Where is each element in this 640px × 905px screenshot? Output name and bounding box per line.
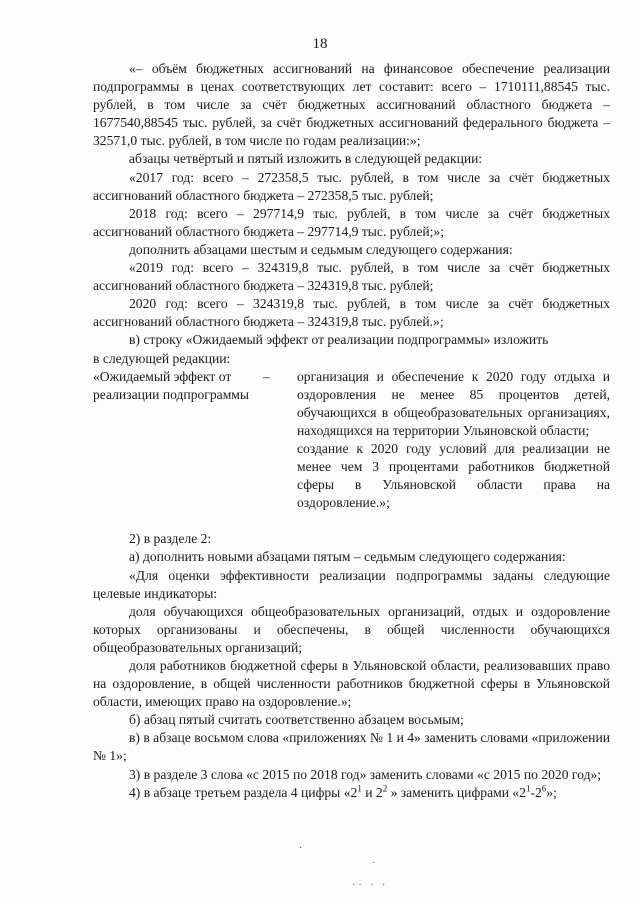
paragraph: доля работников бюджетной сферы в Ульяновской области, реализовавших право на оздоровление, в общей численности работников бюджетной сферы в Ульяновской области, имеющих право на оздоровление.»; bbox=[93, 658, 610, 710]
paragraph: абзацы четвёртый и пятый изложить в следующей редакции: bbox=[129, 151, 483, 167]
paragraph: 2018 год: всего – 297714,9 тыс. рублей, в том числе за счёт бюджетных ассигнований областного бюджета – 297714,9 тыс. рублей;»; bbox=[93, 205, 610, 239]
paragraph: 2) в разделе 2: bbox=[129, 531, 212, 547]
row-value bbox=[297, 368, 610, 513]
paragraph: «2017 год: всего – 272358,5 тыс. рублей, в том числе за счёт бюджетных ассигнований областного бюджета – 272358,5 тыс. рублей; bbox=[93, 169, 610, 203]
row-value-item: создание к 2020 году условий для реализации не менее чем 3 процентами работников бюджетной сферы в Ульяновской области права на оздоровление.»; bbox=[297, 440, 610, 511]
paragraph: в) в абзаце восьмом слова «приложениях № 1 и 4» заменить словами «приложении № 1»; bbox=[93, 730, 610, 764]
paragraph: «– объём бюджетных ассигнований на финансовое обеспечение реализации подпрограммы в ценах соответствующих лет составит: всего – 1710111,88545 тыс. рублей, в том числе за счёт бюджетных ассигнований областного бюджета – 1677540,88545 тыс. рублей, за счёт бюджетных ассигнований федерального бюджета – 32571,0 тыс. рублей, в том числе по годам реализации:»; bbox=[93, 61, 610, 149]
paragraph: б) абзац пятый считать соответственно абзацем восьмым; bbox=[129, 712, 464, 728]
row-value-item: организация и обеспечение к 2020 году отдыха и оздоровления не менее 85 процентов детей, обучающихся в общеобразовательных организациях, находящихся на территории Ульяновской области; bbox=[297, 368, 610, 438]
scan-speck: · bbox=[372, 858, 376, 869]
paragraph: 3) в разделе 3 слова «с 2015 по 2018 год» заменить словами «с 2015 по 2020 год»; bbox=[129, 766, 602, 782]
paragraph: дополнить абзацами шестым и седьмым следующего содержания: bbox=[129, 241, 513, 257]
row-label: «Ожидаемый эффект от реализации подпрограммы bbox=[93, 368, 250, 402]
document-body bbox=[93, 60, 610, 802]
paragraph: «Для оценки эффективности реализации подпрограммы заданы следующие целевые индикаторы: bbox=[93, 567, 610, 601]
expected-effect-row bbox=[93, 368, 610, 513]
scan-speck: ·· · · bbox=[352, 880, 389, 891]
paragraph: в) строку «Ожидаемый эффект от реализации подпрограммы» изложить bbox=[129, 332, 549, 348]
paragraph: доля обучающихся общеобразовательных организаций, отдых и оздоровление которых организованы и обеспечены, в общей численности обучающихся общеобразовательных организаций; bbox=[93, 603, 610, 655]
page-number: 18 bbox=[312, 36, 328, 52]
paragraph: «2019 год: всего – 324319,8 тыс. рублей, в том числе за счёт бюджетных ассигнований областного бюджета – 324319,8 тыс. рублей; bbox=[93, 260, 610, 294]
row-dash: – bbox=[263, 368, 270, 384]
paragraph: 2020 год: всего – 324319,8 тыс. рублей, в том числе за счёт бюджетных ассигнований областного бюджета – 324319,8 тыс. рублей.»; bbox=[93, 296, 610, 330]
scan-speck: · bbox=[299, 843, 303, 854]
paragraph: в следующей редакции: bbox=[93, 350, 231, 366]
paragraph: а) дополнить новыми абзацами пятым – седьмым следующего содержания: bbox=[129, 549, 566, 565]
paragraph-superscripts: 4) в абзаце третьем раздела 4 цифры «$2^1$ и $2^2$ » заменить цифрами «$2^1-2^6$»; bbox=[129, 783, 557, 800]
